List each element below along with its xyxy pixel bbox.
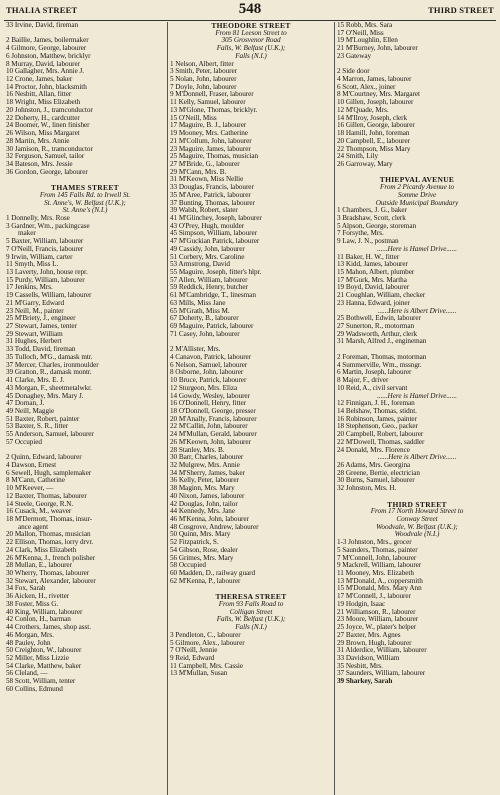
directory-entry: 15 O'Neill, Miss — [170, 114, 217, 122]
directory-entry: 19 M'Loughlin, Ellen — [337, 37, 398, 45]
directory-entry: 63 Mills, Miss Jane — [170, 299, 226, 307]
directory-entry: 23 Neill, M., painter — [6, 307, 64, 315]
directory-entry: 17 O'Neill, Miss — [337, 29, 384, 37]
directory-entry: 54 Gibson, Rose, dealer — [170, 546, 238, 554]
directory-entry: 11 Smyth, Miss L. — [6, 261, 59, 269]
directory-entry: 45 Simpson, William, labourer — [170, 230, 257, 238]
directory-entry: 28 Greene, Bertie, electrician — [337, 469, 420, 477]
directory-entry: 9 M'Donnell, Fraser, labourer — [170, 91, 254, 99]
directory-entry: 50 Creighton, W., labourer — [6, 647, 82, 655]
directory-entry: 20 Campbell, E., labourer — [337, 137, 411, 145]
directory-entry: 33 Todd, David, fireman — [6, 346, 76, 354]
directory-entry: 2 Baillie, James, boilermaker — [6, 37, 89, 45]
directory-entry: 26 M'Keown, John, labourer — [170, 438, 251, 446]
directory-entry: 18 M'Dermott, Thomas, insur- — [6, 516, 93, 523]
directory-entry: 35 M'Aree, Patrick, labourer — [170, 191, 251, 199]
directory-entry: 2 Foreman, Thomas, motorman — [337, 353, 427, 361]
directory-entry: 5 Nolan, John, labourer — [170, 76, 237, 84]
directory-entry: 27 M'Bride, G., labourer — [170, 160, 240, 168]
directory-entry: 14 Steele, George, R.N. — [6, 500, 74, 508]
directory-entry: 22 M'Dowell, Thomas, saddler — [337, 438, 425, 446]
directory-entry: 40 King, William, labourer — [6, 608, 83, 616]
street-description: St. Anne's (N.I.) — [62, 207, 108, 215]
directory-entry: 17 Maguire, B. J., labourer — [170, 122, 247, 130]
directory-entry: 10 Reid, A., civil servant — [337, 384, 408, 392]
directory-entry: 71 Casey, John, labourer — [170, 330, 240, 338]
directory-entry: 13 M'Mullan, Susan — [170, 670, 228, 678]
street-description: Falls (N.I.) — [235, 624, 267, 632]
directory-entry: 32 Johnston, Mrs. H. — [337, 485, 397, 493]
directory-entry: 40 Nixon, James, labourer — [170, 492, 245, 500]
directory-entry: 16 Gillen, George, labourer — [337, 122, 415, 130]
directory-entry: 5 Alpson, George, storeman — [337, 222, 417, 230]
directory-entry: 47 Dornan, J. — [6, 400, 45, 408]
directory-entry: 15 Mahon, Albert, plumber — [337, 269, 415, 276]
directory-entry: 42 Conlon, H., barman — [6, 616, 71, 624]
directory-entry: 4 Canavon, Patrick, labourer — [170, 353, 252, 361]
street-description: Conway Street — [396, 516, 438, 523]
directory-entry: 18 Hamill, John, foreman — [337, 130, 410, 138]
directory-entry: 27 Baxter, Mrs. Agnes — [337, 631, 401, 639]
directory-entry: 51 Corbery, Mrs. Caroline — [170, 253, 245, 261]
directory-entry: 3 Pendleton, C., labourer — [170, 631, 241, 639]
street-description: From 2 Picardy Avenue to — [380, 184, 454, 192]
spacer — [335, 346, 497, 354]
directory-entry: 28 Martin, Mrs. Annie — [6, 137, 70, 145]
directory-entry: 20 Campbell, Robert, labourer — [337, 431, 424, 439]
directory-entry: 21 Coughlan, William, checker — [337, 292, 426, 300]
directory-entry: 21 M'Collum, John, labourer — [170, 137, 252, 145]
directory-entry: 27 Sunerton, R., motorman — [337, 323, 415, 331]
directory-entry: 30 Barr, Charles, labourer — [170, 454, 244, 462]
directory-entry: 39 Walsh, Robert, slater — [170, 207, 238, 215]
directory-entry: 23 Gateway — [337, 52, 372, 60]
directory-entry: 22 Thompson, Miss Mary — [337, 145, 411, 153]
directory-entry: 12 Baxter, Thomas, labourer — [6, 492, 87, 500]
directory-entry: 9 Law, J. N., postman — [337, 238, 399, 246]
column-1 — [4, 22, 164, 795]
street-heading: THIRD STREET — [387, 500, 447, 509]
directory-entry: 3 Gardner, Wm., packingcase — [6, 222, 90, 230]
directory-entry: 11 Baker, H. W., fitter — [337, 253, 400, 261]
directory-entry: 61 M'Cambridge, T., linesman — [170, 292, 256, 300]
directory-entry: 23 Maguire, James, labourer — [170, 145, 251, 153]
street-description: Woodvale, W. Belfast (U.K.); — [376, 523, 458, 531]
directory-entry: 21 M'Garry, Edward — [6, 299, 65, 307]
spacer — [168, 585, 332, 593]
directory-entry: 24 Smith, Lily — [337, 153, 379, 161]
entry-continuation: maker — [18, 230, 36, 238]
street-description: ......Here is Albert Drive...... — [377, 307, 457, 315]
directory-entry: 29 M'Cann, Mrs. B. — [170, 168, 227, 176]
directory-entry: 27 Stewart, James, tenter — [6, 323, 77, 331]
directory-entry: 8 Major, F., driver — [337, 377, 389, 385]
directory-entry: 46 M'Kenna, John, labourer — [170, 516, 249, 523]
directory-entry: 10 Gallagher, Mrs. Annie J. — [6, 68, 85, 76]
directory-entry: 12 M'Quade, Mrs. — [337, 106, 389, 114]
directory-entry: 9 Irwin, William, carter — [6, 253, 73, 261]
directory-entry: 41 M'Glinchey, Joseph, labourer — [170, 214, 262, 222]
directory-entry: 38 Foster, Miss G. — [6, 600, 59, 608]
directory-entry: 11 Campbell, Mrs. Cassie — [170, 662, 243, 670]
directory-entry: 26 M'Kenna, J., french polisher — [6, 554, 95, 562]
directory-entry: 13 M'Glone, Thomas, bricklyr. — [170, 106, 258, 114]
directory-entry: 21 M'Burney, John, labourer — [337, 45, 418, 53]
directory-entry: 36 Kelly, Peter, labourer — [170, 477, 239, 485]
directory-entry: 1 Chambers, J. G., baker — [337, 207, 407, 215]
directory-entry: 53 Baxter, S. R., fitter — [6, 423, 68, 431]
directory-entry: 28 Stanley, Mrs. B. — [170, 446, 225, 454]
directory-entry: 3 Bradshaw, Scott, clerk — [337, 214, 406, 222]
directory-entry: 14 M'Ilroy, Joseph, clerk — [337, 114, 408, 122]
street-description: Outside Municipal Boundary — [375, 199, 459, 207]
directory-entry: 69 Maguire, Patrick, labourer — [170, 323, 254, 331]
directory-entry: 1-3 Johnston, Mrs., grocer — [337, 539, 412, 547]
directory-entry: 39 Gratton, R., damask montr. — [6, 369, 92, 377]
directory-entry: 52 Miller, Miss Lizzie — [6, 654, 69, 662]
directory-entry: 22 M'Callin, John, labourer — [170, 423, 248, 431]
directory-entry: 31 Marsh, Alfred J., engineman — [337, 338, 427, 346]
directory-entry: 15 Purdy, William, labourer — [6, 276, 85, 284]
street-description: ......Here is Hamel Drive...... — [377, 245, 457, 253]
directory-entry: 14 Gowdy, Wesley, labourer — [170, 392, 250, 400]
directory-entry: 44 Kennedy, Mrs. Jane — [170, 508, 235, 516]
spacer — [4, 447, 164, 455]
directory-entry: 30 Wherry, Thomas, labourer — [6, 570, 90, 578]
directory-entry: 11 Mooney, Mrs. Elizabeth — [337, 570, 414, 578]
directory-entry: 1 Nelson, Albert, fitter — [170, 60, 234, 68]
directory-entry: 8 M'Courtney, Mrs. Margaret — [337, 91, 420, 99]
directory-entry: 2 Side door — [337, 68, 370, 76]
directory-entry: 57 Occupied — [6, 438, 42, 446]
directory-entry: 41 Clarke, Mrs. E. J. — [6, 377, 65, 385]
directory-entry: 36 Aicken, H., rivetter — [6, 593, 70, 601]
directory-entry: 10 Gillen, Joseph, labourer — [337, 99, 414, 107]
directory-entry: 15 Robb, Mrs. Sara — [337, 22, 393, 29]
directory-entry: 29 Stewart, William — [6, 330, 63, 338]
directory-entry: 60 Collins, Edmund — [6, 685, 63, 693]
spacer — [4, 176, 164, 184]
directory-entry: 20 Johnston, J., tramconductor — [6, 106, 93, 114]
directory-entry: 2 M'Allister, Mrs. — [170, 346, 221, 354]
directory-entry: 13 M'Donald, A., coppersmith — [337, 577, 423, 585]
directory-entry: 14 Belshaw, Thomas, stidnt. — [337, 407, 417, 415]
header-left-street: THALIA STREET — [6, 5, 78, 15]
directory-entry: 7 M'Connell, John, labourer — [337, 554, 417, 562]
directory-entry: 32 Stewart, Alexander, labourer — [6, 577, 96, 585]
directory-entry: 60 Madden, D., railway guard — [170, 570, 256, 578]
directory-entry: 9 Reid, Edward — [170, 654, 215, 662]
directory-entry: 18 Stephenson, Geo., packer — [337, 423, 418, 431]
directory-entry: 34 Bateson, Mrs. Jessie — [6, 160, 73, 168]
directory-entry: 25 Bothwell, Edwin, labourer — [337, 315, 421, 323]
directory-entry: 29 Wadsworth, Arthur, clerk — [337, 330, 418, 338]
directory-entry: 13 Laverty, John, house repr. — [6, 269, 88, 276]
street-description: From 145 Falls Rd. to Irwell St. — [39, 191, 131, 199]
directory-entry: 32 Mulgrew, Mrs. Annie — [170, 461, 240, 469]
directory-entry: 20 M'Anally, Francis, labourer — [170, 415, 257, 423]
directory-entry: 5 Saunders, Thomas, painter — [337, 546, 418, 554]
directory-entry: 32 Ferguson, Samuel, tailor — [6, 153, 85, 161]
directory-entry: 43 O'Prey, Hugh, moulder — [170, 222, 245, 230]
directory-entry: 33 Davidson, William — [337, 654, 400, 662]
directory-entry: 47 M'Guckian Patrick, labourer — [170, 238, 260, 246]
directory-entry: 36 Gordon, George, labourer — [6, 168, 88, 176]
street-description: ......Here is Albert Drive...... — [377, 454, 457, 462]
directory-entry: 16 Robinson, James, painter — [337, 415, 417, 423]
directory-entry: 4 Dawson, Ernest — [6, 461, 57, 469]
directory-entry: 53 Armstrong, David — [170, 261, 230, 269]
street-description: From 93 Falls Road to — [218, 600, 284, 608]
directory-entry: 19 Hodgin, Isaac — [337, 600, 386, 608]
directory-entry: 39 Sharkey, Sarah — [337, 678, 393, 686]
directory-entry: 19 Mooney, Mrs. Catherine — [170, 130, 248, 138]
directory-entry: 37 Mercer, Charles, ironmoulder — [6, 361, 99, 369]
directory-entry: 51 Baxter, Robert, painter — [6, 415, 80, 423]
directory-entry: 37 Saunders, William, labourer — [337, 670, 426, 678]
directory-entry: 17 M'Gurk, Mrs. Martha — [337, 276, 407, 284]
directory-entry: 26 Wilson, Miss Margaret — [6, 130, 80, 138]
directory-entry: 57 Allen, William, labourer — [170, 276, 248, 284]
street-heading: THEODORE STREET — [211, 22, 291, 30]
directory-entry: 8 M'Cann, Catherine — [6, 477, 65, 485]
spacer — [335, 61, 497, 69]
directory-entry: 46 Morgan, Mrs. — [6, 631, 54, 639]
directory-entry: 12 Sturgeon, Mrs. Eliza — [170, 384, 238, 392]
directory-entry: 65 M'Grath, Miss M. — [170, 307, 230, 315]
street-description: From 17 North Howard Street to — [370, 508, 464, 516]
directory-entry: 9 Mackrell, William, labourer — [337, 562, 422, 570]
street-description: ......Here is Hamel Drive...... — [377, 392, 457, 400]
street-description: 305 Grosvenor Road — [221, 37, 281, 45]
street-description: Colligan Street — [229, 608, 273, 616]
directory-entry: 16 Cusack, M., weaver — [6, 508, 72, 516]
directory-entry: 10 Bruce, Patrick, labourer — [170, 377, 247, 385]
directory-entry: 24 Clark, Miss Elizabeth — [6, 546, 77, 554]
directory-entry: 24 Boomer, W., linen finisher — [6, 122, 90, 130]
directory-entry: 14 Proctor, John, blacksmith — [6, 83, 87, 91]
directory-entry: 17 M'Connell, J., labourer — [337, 593, 411, 601]
directory-entry: 62 M'Kenna, P., labourer — [170, 577, 241, 585]
street-description: Woodvale (N.I.) — [394, 531, 440, 539]
directory-entry: 34 Fox, Sarah — [6, 585, 46, 593]
directory-entry: 12 Finnigan, J. H., foreman — [337, 400, 415, 408]
street-description: Falls (N.I.) — [235, 52, 267, 60]
directory-entry: 5 Gilmore, Alex., labourer — [170, 639, 245, 647]
directory-entry: 8 Osborne, John, labourer — [170, 369, 244, 377]
directory-entry: 45 Donaghey, Mrs. Mary J. — [6, 392, 84, 400]
directory-entry: 59 Reddick, Henry, butcher — [170, 284, 248, 292]
directory-entry: 30 Burns, Samuel, labourer — [337, 477, 415, 485]
directory-entry: 7 O'Neill, Jennie — [170, 647, 218, 655]
directory-entry: 23 Moore, William, labourer — [337, 616, 419, 624]
directory-entry: 26 Adams, Mrs. Georgina — [337, 461, 411, 469]
directory-entry: 31 Alderdice, William, labourer — [337, 647, 427, 655]
directory-entry: 54 Clarke, Matthew, baker — [6, 662, 82, 670]
directory-entry: 31 M'Keown, Miss Nellie — [170, 176, 244, 184]
street-description: Somme Drive — [397, 191, 437, 199]
directory-entry: 49 Neill, Maggie — [6, 407, 55, 415]
directory-entry: 3 Smith, Peter, labourer — [170, 68, 237, 76]
directory-entry: 58 Occupied — [170, 562, 206, 570]
directory-entry: 10 M'Keever, — — [6, 485, 54, 493]
street-heading: THIEPVAL AVENUE — [379, 176, 455, 185]
directory-entry: 16 O'Donnell, Henry, fitter — [170, 400, 246, 408]
directory-entry: 6 Scott, Alex., joiner — [337, 83, 396, 91]
header-rule — [4, 20, 496, 21]
directory-entry: 50 Quinn, Mrs. Mary — [170, 531, 231, 539]
directory-entry: 56 Grimes, Mrs. Mary — [170, 554, 234, 562]
directory-entry: 29 Brown, Hugh, labourer — [337, 639, 412, 647]
directory-entry: 6 Sewell, Hugh, samplemaker — [6, 469, 92, 477]
directory-entry: 6 Nelson, Samuel, labourer — [170, 361, 248, 369]
directory-entry: 21 Williamson, R., labourer — [337, 608, 416, 616]
entry-continuation: ance agent — [18, 523, 49, 531]
directory-entry: 6 Martin, Joseph, labourer — [337, 369, 412, 377]
directory-entry: 19 Cassells, William, labourer — [6, 292, 92, 300]
directory-entry: 20 Mallon, Thomas, musician — [6, 531, 91, 539]
street-description: St. Anne's, W. Belfast (U.K.); — [44, 199, 126, 207]
directory-entry: 56 Cleland, — — [6, 670, 48, 678]
directory-entry: 35 Nesbitt, Mrs. — [337, 662, 383, 670]
street-heading: THAMES STREET — [51, 184, 119, 192]
directory-entry: 16 Nesbitt, Allan, fitter — [6, 91, 72, 99]
directory-entry: 7 Forsythe, Mrs. — [337, 230, 384, 238]
directory-entry: 4 Marron, James, labourer — [337, 76, 412, 84]
directory-entry: 43 Morgan, F., sheetmetalwkr. — [6, 384, 92, 392]
header-right-street: THIRD STREET — [428, 5, 494, 15]
directory-entry: 15 M'Donald, Mrs. Mary Ann — [337, 585, 422, 593]
directory-entry: 7 Doyle, John, labourer — [170, 83, 237, 91]
directory-entry: 44 Crothers, James, shop asst. — [6, 624, 91, 632]
directory-entry: 7 O'Neill, Francis, labourer — [6, 245, 84, 253]
directory-entry: 58 Scott, William, tenter — [6, 678, 76, 686]
directory-entry: 25 Joyce, W., plater's helper — [337, 624, 417, 632]
directory-entry: 13 Kidd, James, labourer — [337, 261, 408, 269]
page-header — [0, 0, 500, 22]
column-3 — [334, 22, 497, 795]
directory-entry: 67 Doherty, B., labourer — [170, 315, 239, 323]
directory-entry: 4 Summerville, Wm., mssngr. — [337, 361, 422, 369]
directory-entry: 37 Bunting, Thomas, labourer — [170, 199, 255, 207]
page-number: 548 — [238, 1, 262, 17]
directory-entry: 33 Irvine, David, fireman — [6, 22, 78, 29]
directory-entry: 31 Hughes, Herbert — [6, 338, 62, 346]
spacer — [4, 30, 164, 38]
directory-entry: 48 Cosgrove, Andrew, labourer — [170, 523, 259, 531]
directory-entry: 35 Tulloch, M'G., damask mtr. — [6, 353, 93, 361]
column-2 — [167, 22, 332, 795]
directory-entry: 22 Ellison, Thomas, lorry drvr. — [6, 539, 94, 547]
directory-entry: 55 Maguire, Joseph, fitter's hlpr. — [170, 269, 262, 276]
directory-entry: 5 Baxter, William, labourer — [6, 238, 84, 246]
directory-entry: 34 M'Sherry, James, baker — [170, 469, 245, 477]
street-description: Falls, W. Belfast (U.K.); — [216, 45, 286, 53]
street-description: Falls, W. Belfast (U.K.); — [216, 616, 286, 624]
directory-entry: 24 Donald, Mrs. Florence — [337, 446, 410, 454]
directory-entry: 38 Maginn, Mrs. Mary — [170, 485, 235, 493]
directory-entry: 2 Quinn, Edward, labourer — [6, 454, 82, 462]
directory-entry: 30 Jamison, R., tramconductor — [6, 145, 93, 153]
directory-entry: 4 Gilmore, George, labourer — [6, 45, 87, 53]
directory-entry: 26 Garroway, Mary — [337, 160, 393, 168]
directory-entry: 8 Murray, David, labourer — [6, 60, 80, 68]
directory-entry: 17 Jenkins, Mrs. — [6, 284, 53, 292]
directory-entry: 18 Wright, Miss Elizabeth — [6, 99, 81, 107]
spacer — [335, 493, 497, 501]
directory-entry: 22 Doherty, H., cardcutter — [6, 114, 80, 122]
directory-entry: 11 Kelly, Samuel, labourer — [170, 99, 246, 107]
directory-entry: 33 Douglas, Francis, labourer — [170, 184, 254, 192]
directory-entry: 18 O'Donnell, George, presser — [170, 407, 256, 415]
directory-entry: 23 Hanna, Edward, joiner — [337, 299, 410, 307]
spacer — [335, 169, 497, 177]
directory-entry: 49 Cassidy, John, labourer — [170, 245, 245, 253]
directory-entry: 25 Maguire, Thomas, musician — [170, 153, 259, 161]
directory-entry: 19 Boyd, David, labourer — [337, 284, 410, 292]
directory-entry: 6 Johnston, Matthew, bricklyr — [6, 52, 91, 60]
street-heading: THERESA STREET — [215, 593, 287, 601]
directory-entry: 55 Anderson, Samuel, labourer — [6, 431, 94, 439]
directory-entry: 25 M'Briety, J., engineer — [6, 315, 76, 323]
directory-entry: 28 Mullan, E., labourer — [6, 562, 72, 570]
spacer — [168, 338, 332, 346]
directory-entry: 42 Douglas, John, tailor — [170, 500, 238, 508]
directory-entry: 48 Pauley, John — [6, 639, 51, 647]
directory-entry: 12 Crone, James, baker — [6, 76, 73, 84]
directory-entry: 1 Donnelly, Mrs. Rose — [6, 214, 70, 222]
directory-entry: 24 M'Mullan, Gerald, labourer — [170, 431, 257, 439]
directory-entry: 52 Fitzpatrick, S. — [170, 539, 219, 547]
street-description: From 81 Leeson Street to — [215, 29, 287, 37]
